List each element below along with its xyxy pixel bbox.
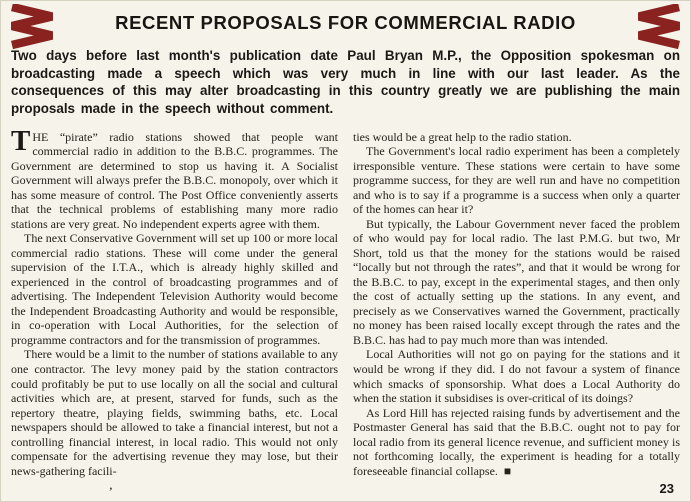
paragraph: But typically, the Labour Government never faced the problem of who would pay for local radio. The last P.M.G. but two, Mr Short, told us that the money for the stations would be raised “locally but not through the rates”, and that it would be wrong for the B.B.C. to pay, except in the experimental stages, and then only the cost of actually setting up the stations. In any event, and precisely as we Conservatives warned the Government, practically no money has been raised locally except through the rates and the B.B.C. has had to pay much more than was intended. — [353, 216, 680, 347]
paragraph: As Lord Hill has rejected raising funds by advertisement and the Postmaster General has said that the B.B.C. ought not to pay for local radio from its general licence revenue, and sufficient money is not forthcoming locally, the experiment is heading for a totally foreseeable financial collapse. ■ — [353, 405, 680, 478]
article-title: RECENT PROPOSALS FOR COMMERCIAL RADIO — [115, 12, 576, 33]
paragraph: ties would be a great help to the radio station. — [353, 129, 572, 144]
page-number: 23 — [659, 481, 674, 496]
paragraph: The Government's local radio experiment has been a completely irresponsible venture. These stations were certain to have some programme success, for they are well run and have no competition and who is to say if a programme is a success when only a quarter of the homes can hear it? — [353, 144, 680, 217]
dropcap-letter: T — [11, 124, 31, 157]
paragraph — [11, 124, 338, 232]
paragraph: There would be a limit to the number of stations available to any one contractor. The levy money paid by the station contractors could profitably be put to use locally on all the social and cultural activities which are, at present, starved for funds, such as the repertory theatre, playing fields, swimming baths, etc. Local newspapers should be allowed to take a financial interest, but not a controlling financial interest, in local radio. This would not only compensate for the advertising revenue they may lose, but their news-gathering facili- — [11, 347, 338, 478]
left-column — [11, 124, 338, 478]
right-column — [353, 130, 680, 478]
article-body — [11, 124, 680, 478]
paragraph-text: HE “pirate” radio stations showed that people want commercial radio in addition to the B.B.C. programmes. The Government are determined to stop us having it. A Socialist Government will always prefer the B.B.C. monopoly, over which it has some measure of control. The Post Office conveniently asserts that the technical problems of establishing many more radio stations are very great. No independent experts agree with them. — [11, 129, 338, 231]
paragraph: Local Authorities will not go on paying for the stations and it would be wrong if they did. I do not favour a system of finance which smacks of sponsorship. What does a Local Authority do when the station it subsidises is over-critical of its doings? — [353, 347, 680, 406]
paragraph: The next Conservative Government will set up 100 or more local commercial radio stations. These will come under the general supervision of the I.T.A., which is already highly skilled and experienced in the control of broadcasting programmes and of advertising. The Independent Television Authority would become the Independent Broadcasting Authority and would be responsible, in co-operation with Local Authorities, for the selection of programme contractors and for the transmission of programmes. — [11, 231, 338, 347]
intro-paragraph: Two days before last month's publication date Paul Bryan M.P., the Opposition spokesman on broadcasting made a speech which was very much in line with our last leader. As the consequences of this may alter broadcasting in this country greatly we are publishing the main proposals made in the speech without comment. — [11, 48, 680, 117]
zigzag-decoration-left-icon — [8, 4, 60, 50]
zigzag-decoration-right-icon — [631, 4, 683, 50]
print-artifact-mark: ‚ — [109, 480, 113, 492]
